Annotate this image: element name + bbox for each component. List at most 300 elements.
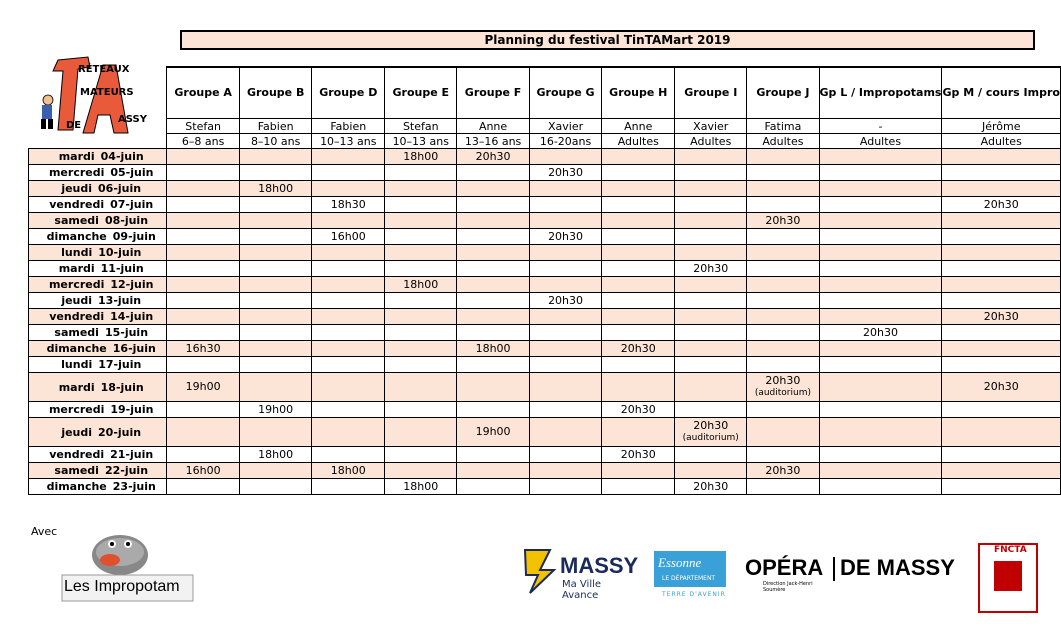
location-note: (auditorium) [754,388,811,398]
time-cell: 18h00 [385,149,457,165]
time-cell [675,213,747,229]
time-cell [819,245,942,261]
day-name: dimanche [46,230,107,243]
table-row [29,229,1061,245]
time-value: 20h30 [693,419,729,432]
time-cell [167,447,240,463]
time-cell [385,165,457,181]
time-cell: 16h00 [167,463,240,479]
day-name: mercredi [48,403,105,416]
time-cell [385,229,457,245]
time-cell [942,229,1061,245]
time-cell [167,181,240,197]
time-cell [942,181,1061,197]
time-cell [602,357,675,373]
time-cell [819,197,942,213]
day-date: 15-juin [104,326,149,339]
time-cell [529,418,602,447]
group-age: 10–13 ans [385,134,457,149]
time-cell [602,418,675,447]
time-cell [239,418,312,447]
location-note: (auditorium) [682,433,739,443]
day-name: dimanche [46,342,107,355]
time-cell [675,277,747,293]
time-cell [457,309,529,325]
header-blank [29,67,167,119]
day-name: jeudi [61,294,93,307]
time-cell [819,229,942,245]
time-cell [602,479,675,495]
time-cell [602,325,675,341]
time-cell: 18h00 [239,181,312,197]
group-age: 16-20ans [529,134,602,149]
time-cell [167,261,240,277]
time-cell [312,277,385,293]
time-cell [167,165,240,181]
table-row [29,197,1061,213]
group-teacher: Fatima [747,119,819,134]
group-age: Adultes [747,134,819,149]
time-cell [529,325,602,341]
group-header: Groupe B [239,67,312,119]
fncta-text: FNCTA [994,545,1027,555]
header-blank [29,119,167,134]
time-cell [529,341,602,357]
time-value: 20h30 [765,374,801,387]
time-cell: 20h30 [529,293,602,309]
time-cell [385,293,457,309]
day-date: 17-juin [98,358,142,371]
time-cell [675,165,747,181]
time-cell [239,463,312,479]
time-cell [167,229,240,245]
time-cell [457,373,529,402]
time-cell [385,402,457,418]
day-date: 09-juin [112,230,156,243]
time-cell [385,181,457,197]
day-cell [29,341,167,357]
essonne-text: Essonne [658,555,702,570]
fncta-logo [978,543,1038,613]
time-cell [942,447,1061,463]
time-cell [239,479,312,495]
time-cell [239,149,312,165]
time-cell [529,309,602,325]
time-cell [819,165,942,181]
day-date: 20-juin [98,425,142,439]
time-cell [675,197,747,213]
time-cell [457,293,529,309]
table-row [29,293,1061,309]
time-cell [747,479,819,495]
time-cell [457,402,529,418]
day-cell [29,277,167,293]
time-cell [529,463,602,479]
time-cell [675,245,747,261]
massy-logo [520,545,639,605]
time-cell [167,277,240,293]
time-cell [747,277,819,293]
time-cell: 20h30 [529,165,602,181]
day-date: 10-juin [98,246,142,259]
time-cell: 16h30 [167,341,240,357]
logo-text-3: DE [66,120,82,131]
day-date: 21-juin [110,448,154,461]
opera-direction: Direction Jack-Henri Soumère [763,581,813,593]
time-cell: 20h30 [602,447,675,463]
time-cell [747,149,819,165]
day-name: vendredi [49,310,105,323]
time-cell [312,373,385,402]
time-cell [819,293,942,309]
time-cell [602,293,675,309]
time-cell [942,149,1061,165]
logo-text-2: MATEURS [80,87,134,98]
time-cell [529,277,602,293]
time-cell [312,245,385,261]
opera-subtitle: DE MASSY [840,555,955,580]
table-row [29,165,1061,181]
day-date: 06-juin [98,182,142,195]
table-row [29,261,1061,277]
time-cell [457,325,529,341]
time-cell: 20h30 [457,149,529,165]
time-cell [457,357,529,373]
time-cell [457,479,529,495]
time-cell [167,325,240,341]
time-cell [819,277,942,293]
time-cell: 20h30 [602,341,675,357]
group-age: Adultes [675,134,747,149]
time-cell [457,261,529,277]
day-name: vendredi [49,448,105,461]
time-cell [942,165,1061,181]
time-cell [239,373,312,402]
time-cell [602,277,675,293]
time-cell [675,341,747,357]
group-header: Groupe H [602,67,675,119]
table-row [29,149,1061,165]
group-teacher: Anne [457,119,529,134]
group-header: Gp M / cours Impro [942,67,1061,119]
time-cell [529,479,602,495]
day-cell [29,447,167,463]
day-cell [29,165,167,181]
time-cell [942,325,1061,341]
time-cell [602,213,675,229]
day-name: lundi [61,358,93,371]
time-cell [747,293,819,309]
time-cell: 18h00 [385,479,457,495]
time-cell [312,479,385,495]
group-teacher: Stefan [385,119,457,134]
logo-text-4: ASSY [118,114,147,125]
time-cell [819,181,942,197]
time-cell [457,229,529,245]
table-row [29,418,1061,447]
time-cell [675,373,747,402]
massy-subtext: Ma Ville Avance [562,579,602,601]
table-row [29,309,1061,325]
time-cell [942,463,1061,479]
day-cell [29,149,167,165]
time-cell [529,213,602,229]
group-header: Groupe F [457,67,529,119]
group-header: Groupe G [529,67,602,119]
day-date: 04-juin [100,150,144,163]
time-cell [602,309,675,325]
time-cell [675,402,747,418]
time-cell [942,277,1061,293]
time-cell [457,447,529,463]
time-cell [385,309,457,325]
time-cell [385,357,457,373]
day-date: 23-juin [112,480,156,493]
time-cell [385,463,457,479]
day-name: lundi [61,246,93,259]
table-row [29,325,1061,341]
time-cell: 20h30 [942,197,1061,213]
time-cell [819,463,942,479]
day-name: mercredi [48,166,105,179]
time-cell [239,325,312,341]
time-cell [457,197,529,213]
time-cell [942,341,1061,357]
group-age: Adultes [819,134,942,149]
time-cell [167,197,240,213]
time-cell [457,181,529,197]
time-cell [819,309,942,325]
time-cell [312,149,385,165]
time-cell [747,325,819,341]
time-cell [602,373,675,402]
essonne-logo [652,545,728,605]
time-cell [167,293,240,309]
day-cell [29,325,167,341]
time-cell [385,245,457,261]
table-row [29,402,1061,418]
time-cell: 16h00 [312,229,385,245]
time-cell [385,447,457,463]
table-row [29,479,1061,495]
time-cell [167,418,240,447]
time-cell [167,479,240,495]
time-cell [819,418,942,447]
group-age: 6–8 ans [167,134,240,149]
time-cell: 18h00 [239,447,312,463]
table-row [29,213,1061,229]
time-cell: 20h30 [602,402,675,418]
day-name: mardi [58,150,95,163]
time-cell [312,447,385,463]
time-cell [457,213,529,229]
time-cell [819,357,942,373]
time-cell [602,181,675,197]
table-row [29,181,1061,197]
time-cell [385,418,457,447]
time-cell [239,229,312,245]
time-cell [747,309,819,325]
time-cell [312,181,385,197]
day-cell [29,293,167,309]
time-cell [942,357,1061,373]
group-age: Adultes [602,134,675,149]
schedule-table [28,66,1061,495]
impropotam-text: Les Impropotam [64,578,180,595]
time-cell [675,447,747,463]
day-date: 05-juin [110,166,154,179]
time-cell [675,293,747,309]
day-date: 19-juin [110,403,154,416]
time-cell [602,149,675,165]
time-cell [457,165,529,181]
time-cell [747,165,819,181]
day-date: 22-juin [104,464,149,477]
day-name: samedi [54,214,99,227]
time-cell [385,373,457,402]
time-cell [747,357,819,373]
time-cell [312,418,385,447]
time-cell [239,293,312,309]
day-cell [29,261,167,277]
time-cell [312,293,385,309]
table-row [29,463,1061,479]
day-cell [29,309,167,325]
time-cell [747,418,819,447]
time-cell [167,309,240,325]
time-cell [457,245,529,261]
time-cell [239,277,312,293]
group-age: 10–13 ans [312,134,385,149]
time-cell [385,261,457,277]
group-header: Groupe J [747,67,819,119]
time-cell [167,213,240,229]
time-cell [602,229,675,245]
time-cell [819,479,942,495]
time-cell [747,261,819,277]
time-cell [312,402,385,418]
day-name: mardi [58,380,95,394]
group-teacher: Fabien [239,119,312,134]
time-cell [385,341,457,357]
time-cell [675,181,747,197]
day-cell [29,373,167,402]
opera-text: OPÉRA [745,555,824,580]
time-cell [312,357,385,373]
time-cell: 20h30 [529,229,602,245]
group-teacher: Xavier [675,119,747,134]
group-header: Gp L / Impropotams [819,67,942,119]
time-cell: 18h00 [385,277,457,293]
time-cell [747,229,819,245]
group-header: Groupe A [167,67,240,119]
time-cell [167,357,240,373]
time-cell [312,165,385,181]
time-cell [239,309,312,325]
time-cell: 20h30 [675,261,747,277]
day-name: mercredi [48,278,105,291]
day-date: 18-juin [100,380,144,394]
day-cell [29,197,167,213]
time-cell [602,261,675,277]
time-cell [529,197,602,213]
time-cell [675,325,747,341]
day-name: samedi [54,464,99,477]
day-cell [29,181,167,197]
time-cell [819,341,942,357]
massy-text: MASSY [560,553,639,578]
group-age: 8–10 ans [239,134,312,149]
time-cell: 20h30 [942,309,1061,325]
time-cell [385,325,457,341]
time-cell [312,341,385,357]
essonne-tagline: TERRE D'AVENIR [662,591,726,598]
time-cell: 20h30 [675,479,747,495]
time-cell [675,418,747,447]
day-date: 16-juin [112,342,156,355]
time-cell [529,447,602,463]
time-cell [602,165,675,181]
time-cell [239,165,312,181]
group-age: Adultes [942,134,1061,149]
time-cell [239,197,312,213]
time-cell [602,197,675,213]
time-cell [819,402,942,418]
time-cell [529,149,602,165]
day-cell [29,357,167,373]
time-cell: 18h00 [457,341,529,357]
table-row [29,447,1061,463]
time-cell [239,357,312,373]
time-cell [675,463,747,479]
time-cell [942,245,1061,261]
time-cell [529,357,602,373]
time-cell [529,402,602,418]
day-date: 07-juin [110,198,154,211]
time-cell [529,245,602,261]
time-cell [747,341,819,357]
time-cell [942,293,1061,309]
table-row [29,357,1061,373]
time-cell [942,261,1061,277]
time-cell [529,181,602,197]
time-cell [942,402,1061,418]
day-cell [29,418,167,447]
day-name: jeudi [61,182,93,195]
time-cell [675,309,747,325]
day-date: 12-juin [110,278,154,291]
time-cell [602,245,675,261]
time-cell [819,447,942,463]
time-cell: 18h00 [312,463,385,479]
time-cell [747,447,819,463]
group-teacher: Xavier [529,119,602,134]
day-cell [29,245,167,261]
group-header: Groupe E [385,67,457,119]
day-name: jeudi [61,425,93,439]
essonne-subtext: LE DÉPARTEMENT [662,575,716,582]
day-date: 13-juin [98,294,142,307]
day-date: 08-juin [104,214,149,227]
table-row [29,373,1061,402]
time-cell [312,325,385,341]
table-row [29,245,1061,261]
time-cell [747,245,819,261]
time-cell [747,197,819,213]
time-cell [312,261,385,277]
group-teacher: Anne [602,119,675,134]
impropotam-logo [60,530,195,605]
